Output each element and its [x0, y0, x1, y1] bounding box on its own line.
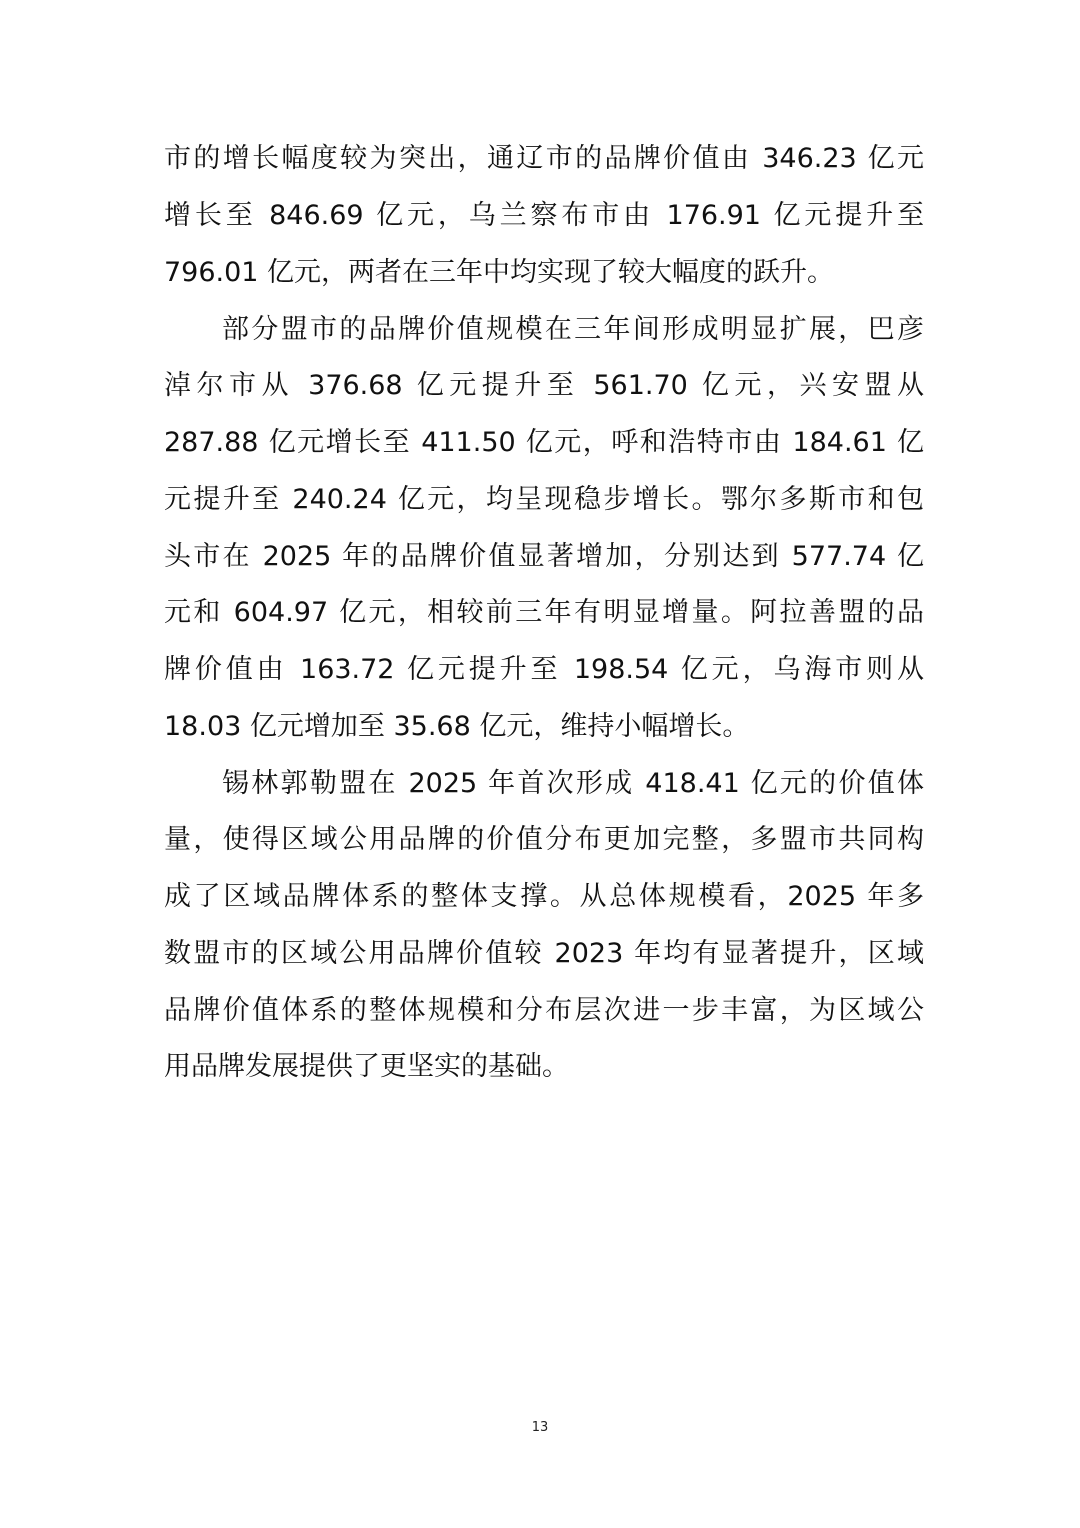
text-line: 287.88 亿元增长至 411.50 亿元，呼和浩特市由 184.61 亿 — [164, 427, 924, 458]
text-line: 增长至 846.69 亿元，乌兰察布市由 176.91 亿元提升至 — [164, 200, 924, 231]
text-line: 锡林郭勒盟在 2025 年首次形成 418.41 亿元的价值体 — [222, 768, 924, 799]
text-line: 部分盟市的品牌价值规模在三年间形成明显扩展，巴彦 — [222, 314, 924, 345]
page-number: 13 — [531, 1420, 549, 1435]
text-line: 成了区域品牌体系的整体支撑。从总体规模看，2025 年多 — [164, 881, 924, 912]
text-line: 头市在 2025 年的品牌价值显著增加，分别达到 577.74 亿 — [164, 541, 924, 572]
text-line: 用品牌发展提供了更坚实的基础。 — [164, 1051, 569, 1082]
text-line: 元和 604.97 亿元，相较前三年有明显增量。阿拉善盟的品 — [164, 597, 924, 628]
text-line: 市的增长幅度较为突出，通辽市的品牌价值由 346.23 亿元 — [164, 143, 924, 174]
text-line: 796.01 亿元，两者在三年中均实现了较大幅度的跃升。 — [164, 257, 835, 288]
text-line: 元提升至 240.24 亿元，均呈现稳步增长。鄂尔多斯市和包 — [164, 484, 924, 515]
text-line: 18.03 亿元增加至 35.68 亿元，维持小幅增长。 — [164, 711, 750, 742]
text-line: 量，使得区域公用品牌的价值分布更加完整，多盟市共同构 — [164, 824, 924, 855]
text-line: 淖尔市从 376.68 亿元提升至 561.70 亿元，兴安盟从 — [164, 370, 924, 401]
text-line: 品牌价值体系的整体规模和分布层次进一步丰富，为区域公 — [164, 995, 924, 1026]
text-line: 数盟市的区域公用品牌价值较 2023 年均有显著提升，区域 — [164, 938, 924, 969]
text-line: 牌价值由 163.72 亿元提升至 198.54 亿元，乌海市则从 — [164, 654, 924, 685]
